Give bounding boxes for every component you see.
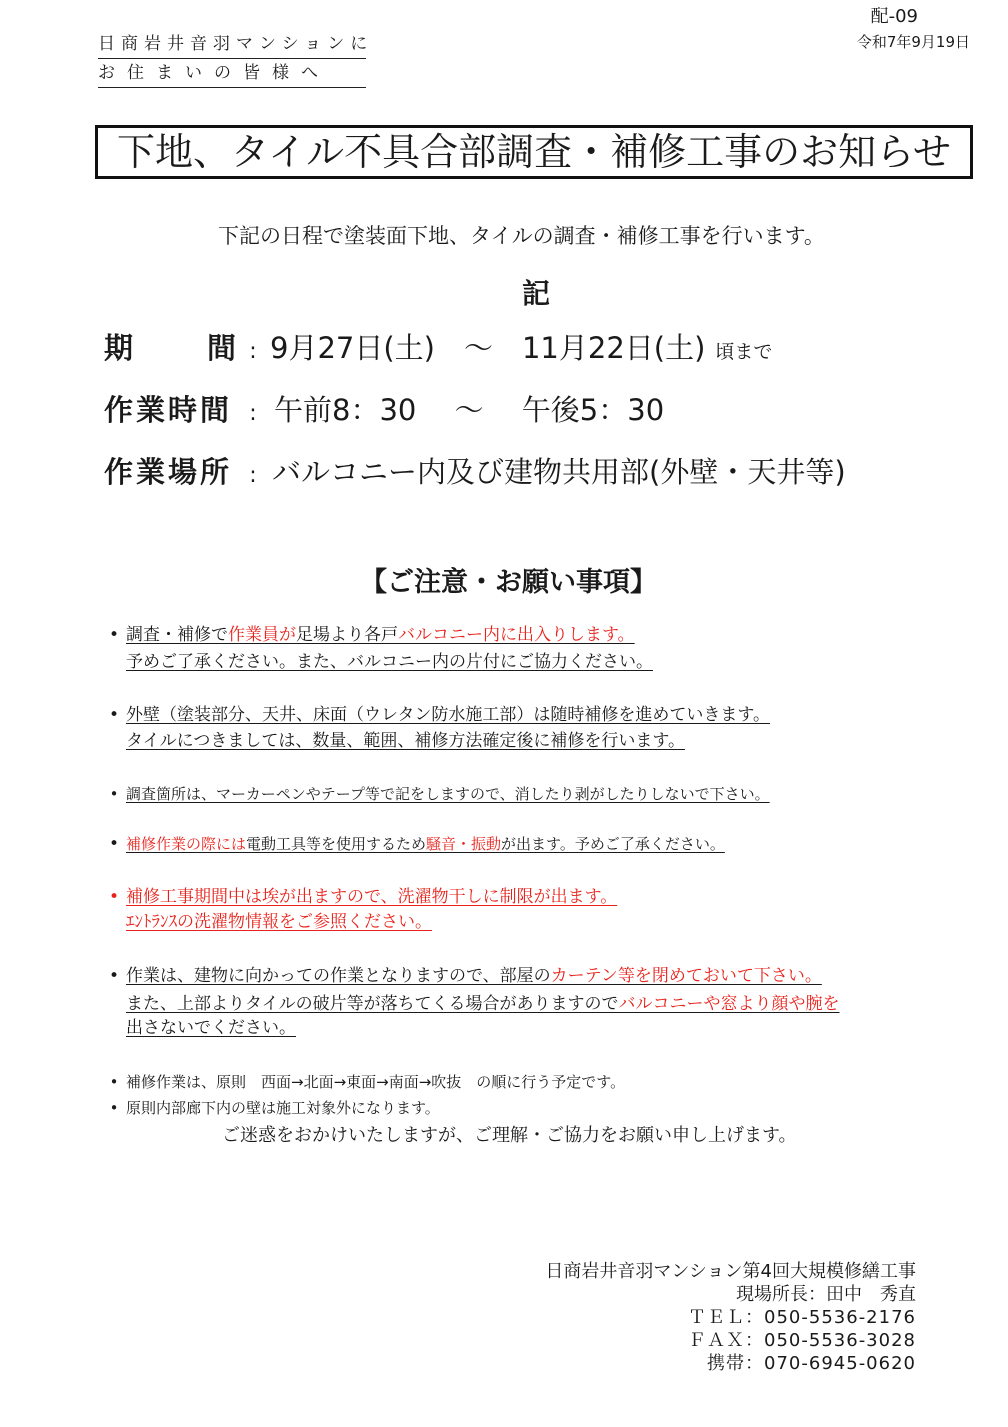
period-colon: : [249, 339, 257, 364]
addressee [98, 30, 374, 88]
bullet: • [108, 966, 120, 986]
signature-project: 日商岩井音羽マンション第4回大規模修繕工事 [545, 1261, 916, 1282]
note-3-line-1: 調査箇所は、マーカーペンやテープ等で記をしますので、消したり剥がしたりしないで下さい。 [126, 785, 770, 803]
signature-fax: ＦＡＸ：050-5536-3028 [688, 1330, 916, 1351]
period-row [104, 328, 772, 368]
place-value: バルコニー内及び建物共用部(外壁・天井等) [272, 455, 846, 489]
period-label-char-2: 間 [206, 331, 236, 365]
place-label: 作業場所 [104, 455, 233, 489]
period-value: 9月27日(土) ～ 11月22日(土) [270, 331, 706, 365]
ki-mark: 記 [522, 277, 551, 310]
issue-date: 令和7年9月19日 [856, 33, 970, 51]
closing-message: ご迷惑をおかけいたしますが、ご理解・ご協力をお願い申し上げます。 [222, 1125, 797, 1146]
note-2-line-1: 外壁（塗装部分、天井、床面（ウレタン防水施工部）は随時補修を進めていきます。 [126, 705, 770, 725]
intro-text: 下記の日程で塗装面下地、タイルの調査・補修工事を行います。 [218, 224, 825, 248]
hours-label: 作業時間 [104, 393, 233, 427]
bullet: • [108, 834, 120, 854]
place-colon: : [249, 463, 257, 488]
hours-value: 午前8：30 ～ 午後5：30 [274, 393, 665, 427]
note-5-line-2: ｴﾝﾄﾗﾝｽの洗濯物情報をご参照ください。 [126, 912, 432, 932]
addressee-line-1: 日商岩井音羽マンションに [98, 30, 366, 59]
note-1-text-d: バルコニー内に出入りします。 [398, 625, 635, 645]
signature-mobile: 携帯：070-6945-0620 [707, 1353, 916, 1374]
note-1-text-c: 足場より各戸 [296, 625, 398, 645]
signature-tel: ＴＥＬ：050-5536-2176 [688, 1307, 916, 1328]
period-label-char-1: 期 [104, 331, 165, 365]
signature-manager: 現場所長：田中 秀直 [736, 1284, 916, 1305]
document-code: 配-09 [870, 6, 918, 27]
bullet: • [109, 1099, 119, 1117]
bullet: • [108, 887, 120, 907]
note-5-line-1: 補修工事期間中は埃が出ますので、洗濯物干しに制限が出ます。 [126, 887, 618, 907]
note-7-line-1: 補修作業は、原則 西面→北面→東面→南面→吹抜 の順に行う予定です。 [126, 1073, 626, 1091]
note-1-line-2: 予めご了承ください。また、バルコニー内の片付にご協力ください。 [126, 652, 653, 672]
note-6-line-1 [126, 963, 822, 989]
note-4-text-d: が出ます。予めご了承ください。 [501, 835, 725, 853]
notice-heading: 【ご注意・お願い事項】 [360, 567, 657, 598]
bullet: • [109, 1073, 119, 1091]
addressee-line-2: お住まいの皆様へ [98, 59, 366, 88]
notice-title: 下地、タイル不具合部調査・補修工事のお知らせ [95, 125, 973, 179]
bullet: • [108, 625, 120, 645]
note-6-line-3: 出さないでください。 [126, 1018, 296, 1038]
note-1-line-1 [126, 622, 635, 648]
note-4-line-1 [126, 831, 725, 857]
signature-block [545, 1260, 916, 1375]
bullet: • [109, 785, 119, 803]
hours-colon: : [249, 401, 257, 426]
note-2-line-2: タイルにつきましては、数量、範囲、補修方法確定後に補修を行います。 [126, 731, 685, 751]
place-row [104, 452, 846, 492]
note-1-text-b: 作業員が [228, 625, 296, 645]
hours-row [104, 390, 664, 430]
period-label [104, 328, 236, 368]
note-6-line-2 [126, 991, 840, 1017]
note-1-text-a: 調査・補修で [126, 625, 228, 645]
note-6-text-d: バルコニーや窓より顔や腕を [618, 994, 840, 1014]
bullet: • [108, 705, 120, 725]
period-suffix: 頃まで [715, 341, 773, 363]
note-4-text-c: 騒音・振動 [426, 835, 502, 853]
note-4-text-b: 電動工具等を使用するため [246, 835, 427, 853]
note-6-text-c: また、上部よりタイルの破片等が落ちてくる場合がありますので [126, 994, 619, 1014]
note-6-text-a: 作業は、建物に向かっての作業となりますので、部屋の [126, 966, 551, 986]
note-4-text-a: 補修作業の際には [126, 835, 247, 853]
note-8-line-1: 原則内部廊下内の壁は施工対象外になります。 [126, 1099, 440, 1117]
note-6-text-b: カーテン等を閉めておいて下さい。 [550, 966, 822, 986]
